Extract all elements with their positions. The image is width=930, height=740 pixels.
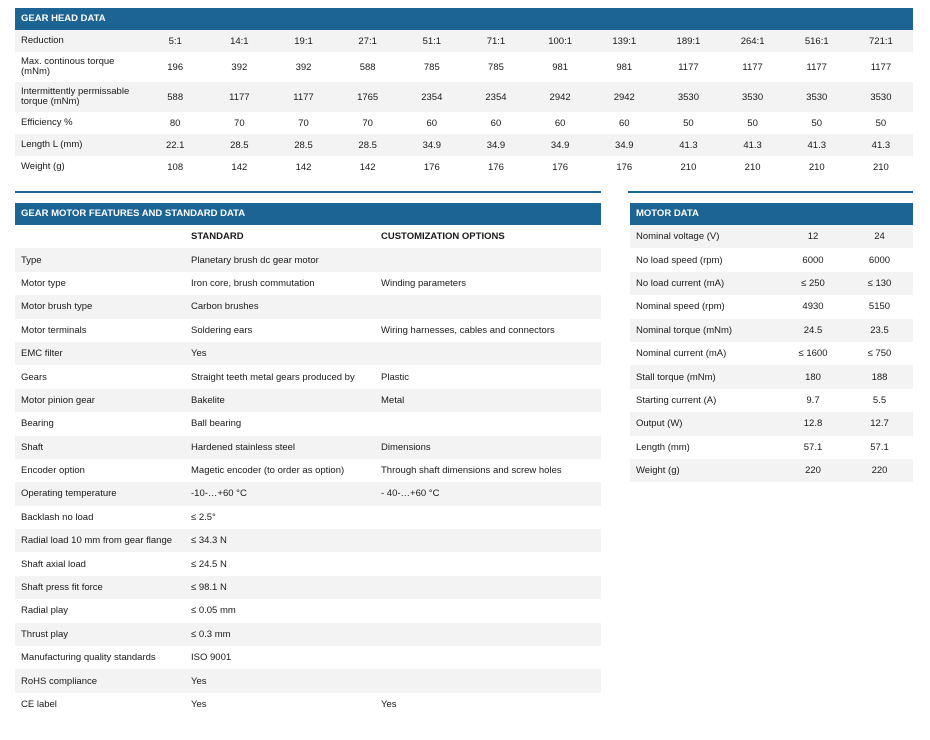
features-row-label: Motor brush type bbox=[15, 295, 185, 318]
gear-head-cell: 60 bbox=[400, 112, 464, 134]
features-custom-cell bbox=[375, 506, 601, 529]
features-standard-cell: Carbon brushes bbox=[185, 295, 375, 318]
gear-head-cell: 50 bbox=[656, 112, 720, 134]
gear-head-row bbox=[15, 112, 913, 134]
features-row-label: Motor terminals bbox=[15, 319, 185, 342]
features-header-row bbox=[15, 225, 601, 248]
motor-cell-12v: ≤ 250 bbox=[780, 272, 846, 295]
motor-cell-24v: ≤ 750 bbox=[846, 342, 913, 365]
features-table bbox=[15, 225, 601, 716]
features-row bbox=[15, 389, 601, 412]
features-custom-cell bbox=[375, 669, 601, 692]
motor-cell-24v: 57.1 bbox=[846, 436, 913, 459]
motor-row bbox=[630, 225, 913, 248]
gear-head-cell: 71:1 bbox=[464, 30, 528, 52]
features-row-label: CE label bbox=[15, 693, 185, 716]
features-row bbox=[15, 529, 601, 552]
features-row bbox=[15, 459, 601, 482]
features-standard-cell: ≤ 0.3 mm bbox=[185, 623, 375, 646]
motor-cell-12v: 6000 bbox=[780, 248, 846, 271]
motor-title: MOTOR DATA bbox=[630, 203, 913, 225]
gear-head-cell: 70 bbox=[336, 112, 400, 134]
motor-cell-12v: 4930 bbox=[780, 295, 846, 318]
gear-head-cell: 210 bbox=[656, 156, 720, 178]
features-custom-cell bbox=[375, 646, 601, 669]
features-custom-cell bbox=[375, 342, 601, 365]
features-custom-cell: Dimensions bbox=[375, 436, 601, 459]
features-row-label: Manufacturing quality standards bbox=[15, 646, 185, 669]
motor-row bbox=[630, 459, 913, 482]
motor-row-label: Output (W) bbox=[630, 412, 780, 435]
gear-head-row-label: Length L (mm) bbox=[15, 134, 143, 156]
motor-row bbox=[630, 248, 913, 271]
motor-section bbox=[630, 203, 913, 482]
motor-cell-12v: 24.5 bbox=[780, 319, 846, 342]
gear-head-cell: 50 bbox=[849, 112, 913, 134]
gear-head-cell: 1765 bbox=[336, 82, 400, 112]
features-standard-cell: Hardened stainless steel bbox=[185, 436, 375, 459]
features-row-label: Bearing bbox=[15, 412, 185, 435]
gear-head-cell: 1177 bbox=[656, 52, 720, 82]
motor-row-label: Nominal torque (mNm) bbox=[630, 319, 780, 342]
features-row-label: Backlash no load bbox=[15, 506, 185, 529]
features-custom-cell bbox=[375, 599, 601, 622]
features-row bbox=[15, 693, 601, 716]
features-custom-cell bbox=[375, 623, 601, 646]
motor-cell-24v: 24 bbox=[846, 225, 913, 248]
gear-head-cell: 1177 bbox=[207, 82, 271, 112]
gear-head-row-label: Efficiency % bbox=[15, 112, 143, 134]
gear-head-cell: 721:1 bbox=[849, 30, 913, 52]
features-standard-cell: ≤ 2.5° bbox=[185, 506, 375, 529]
features-custom-cell: Yes bbox=[375, 693, 601, 716]
motor-row-label: Stall torque (mNm) bbox=[630, 365, 780, 388]
gear-head-row-label: Intermittently permissable torque (mNm) bbox=[15, 82, 143, 112]
gear-head-row-label: Reduction bbox=[15, 30, 143, 52]
gear-head-cell: 50 bbox=[785, 112, 849, 134]
gear-head-cell: 1177 bbox=[849, 52, 913, 82]
gear-head-cell: 139:1 bbox=[592, 30, 656, 52]
gear-head-cell: 70 bbox=[271, 112, 335, 134]
motor-row bbox=[630, 365, 913, 388]
features-standard-cell: ≤ 98.1 N bbox=[185, 576, 375, 599]
features-custom-cell bbox=[375, 576, 601, 599]
motor-row bbox=[630, 319, 913, 342]
features-standard-cell: Planetary brush dc gear motor bbox=[185, 248, 375, 271]
motor-row-label: Weight (g) bbox=[630, 459, 780, 482]
motor-cell-12v: 180 bbox=[780, 365, 846, 388]
gear-head-cell: 19:1 bbox=[271, 30, 335, 52]
gear-head-cell: 189:1 bbox=[656, 30, 720, 52]
gear-head-row bbox=[15, 52, 913, 82]
gear-head-cell: 80 bbox=[143, 112, 207, 134]
gear-head-cell: 392 bbox=[271, 52, 335, 82]
gear-head-cell: 28.5 bbox=[271, 134, 335, 156]
motor-table bbox=[630, 225, 913, 482]
features-standard-cell: Yes bbox=[185, 669, 375, 692]
features-row-label: Shaft press fit force bbox=[15, 576, 185, 599]
gear-head-cell: 50 bbox=[721, 112, 785, 134]
features-row bbox=[15, 482, 601, 505]
gear-head-cell: 34.9 bbox=[528, 134, 592, 156]
gear-head-cell: 210 bbox=[721, 156, 785, 178]
features-row-label: Operating temperature bbox=[15, 482, 185, 505]
gear-head-cell: 100:1 bbox=[528, 30, 592, 52]
gear-head-cell: 516:1 bbox=[785, 30, 849, 52]
gear-head-title: GEAR HEAD DATA bbox=[15, 8, 913, 30]
motor-cell-24v: 12.7 bbox=[846, 412, 913, 435]
gear-head-cell: 1177 bbox=[271, 82, 335, 112]
gear-head-table bbox=[15, 30, 913, 178]
features-row-label: Radial load 10 mm from gear flange bbox=[15, 529, 185, 552]
gear-head-cell: 51:1 bbox=[400, 30, 464, 52]
motor-cell-12v: 12.8 bbox=[780, 412, 846, 435]
motor-cell-24v: 188 bbox=[846, 365, 913, 388]
gear-head-cell: 60 bbox=[592, 112, 656, 134]
gear-head-row bbox=[15, 30, 913, 52]
gear-head-cell: 3530 bbox=[849, 82, 913, 112]
gear-head-cell: 3530 bbox=[721, 82, 785, 112]
features-custom-cell: Through shaft dimensions and screw holes bbox=[375, 459, 601, 482]
gear-head-cell: 588 bbox=[336, 52, 400, 82]
features-custom-cell bbox=[375, 529, 601, 552]
gear-head-cell: 41.3 bbox=[785, 134, 849, 156]
gear-head-section bbox=[15, 8, 913, 178]
motor-row bbox=[630, 412, 913, 435]
motor-row-label: Nominal voltage (V) bbox=[630, 225, 780, 248]
features-row-label: Radial play bbox=[15, 599, 185, 622]
motor-row-label: No load current (mA) bbox=[630, 272, 780, 295]
motor-cell-24v: 23.5 bbox=[846, 319, 913, 342]
features-standard-cell: Bakelite bbox=[185, 389, 375, 412]
gear-head-cell: 27:1 bbox=[336, 30, 400, 52]
gear-head-cell: 981 bbox=[592, 52, 656, 82]
features-row bbox=[15, 506, 601, 529]
features-custom-cell bbox=[375, 295, 601, 318]
motor-cell-12v: 9.7 bbox=[780, 389, 846, 412]
features-standard-cell: ≤ 24.5 N bbox=[185, 552, 375, 575]
features-custom-cell: Wiring harnesses, cables and connectors bbox=[375, 319, 601, 342]
gear-head-cell: 34.9 bbox=[592, 134, 656, 156]
motor-row-label: No load speed (rpm) bbox=[630, 248, 780, 271]
features-standard-cell: Yes bbox=[185, 693, 375, 716]
features-row bbox=[15, 646, 601, 669]
features-header-custom: CUSTOMIZATION OPTIONS bbox=[375, 225, 601, 248]
features-row bbox=[15, 669, 601, 692]
gear-head-cell: 176 bbox=[464, 156, 528, 178]
features-row bbox=[15, 576, 601, 599]
motor-row-label: Nominal speed (rpm) bbox=[630, 295, 780, 318]
features-standard-cell: Soldering ears bbox=[185, 319, 375, 342]
motor-row-label: Nominal current (mA) bbox=[630, 342, 780, 365]
gear-head-cell: 3530 bbox=[785, 82, 849, 112]
motor-row-label: Length (mm) bbox=[630, 436, 780, 459]
gear-head-cell: 5:1 bbox=[143, 30, 207, 52]
features-row bbox=[15, 319, 601, 342]
gear-head-cell: 196 bbox=[143, 52, 207, 82]
features-standard-cell: ISO 9001 bbox=[185, 646, 375, 669]
gear-head-cell: 210 bbox=[849, 156, 913, 178]
gear-head-cell: 2354 bbox=[400, 82, 464, 112]
gear-head-cell: 34.9 bbox=[400, 134, 464, 156]
features-row bbox=[15, 272, 601, 295]
features-row-label: Motor pinion gear bbox=[15, 389, 185, 412]
gear-head-row-label: Max. continous torque (mNm) bbox=[15, 52, 143, 82]
gear-head-cell: 41.3 bbox=[849, 134, 913, 156]
gear-head-cell: 785 bbox=[464, 52, 528, 82]
gear-head-cell: 70 bbox=[207, 112, 271, 134]
features-row-label: Thrust play bbox=[15, 623, 185, 646]
features-row-label: Shaft axial load bbox=[15, 552, 185, 575]
features-section bbox=[15, 203, 601, 716]
features-custom-cell bbox=[375, 248, 601, 271]
gear-head-cell: 142 bbox=[336, 156, 400, 178]
features-row bbox=[15, 599, 601, 622]
motor-row bbox=[630, 295, 913, 318]
gear-head-cell: 2354 bbox=[464, 82, 528, 112]
motor-cell-24v: 6000 bbox=[846, 248, 913, 271]
features-standard-cell: -10-…+60 °C bbox=[185, 482, 375, 505]
gear-head-cell: 142 bbox=[271, 156, 335, 178]
motor-cell-12v: 220 bbox=[780, 459, 846, 482]
gear-head-divider bbox=[15, 191, 913, 193]
gear-head-cell: 1177 bbox=[721, 52, 785, 82]
features-row-label: RoHS compliance bbox=[15, 669, 185, 692]
gear-head-cell: 588 bbox=[143, 82, 207, 112]
gear-head-row-label: Weight (g) bbox=[15, 156, 143, 178]
features-row bbox=[15, 365, 601, 388]
features-standard-cell: ≤ 0.05 mm bbox=[185, 599, 375, 622]
features-standard-cell: Iron core, brush commutation bbox=[185, 272, 375, 295]
gear-head-cell: 785 bbox=[400, 52, 464, 82]
motor-cell-24v: 5150 bbox=[846, 295, 913, 318]
gear-head-cell: 2942 bbox=[592, 82, 656, 112]
gear-head-cell: 142 bbox=[207, 156, 271, 178]
features-row bbox=[15, 623, 601, 646]
motor-cell-12v: ≤ 1600 bbox=[780, 342, 846, 365]
gear-head-cell: 2942 bbox=[528, 82, 592, 112]
features-row-label: Motor type bbox=[15, 272, 185, 295]
gear-head-cell: 41.3 bbox=[721, 134, 785, 156]
motor-cell-24v: 220 bbox=[846, 459, 913, 482]
motor-row bbox=[630, 342, 913, 365]
features-row bbox=[15, 248, 601, 271]
gear-head-cell: 176 bbox=[528, 156, 592, 178]
features-standard-cell: ≤ 34.3 N bbox=[185, 529, 375, 552]
features-header-blank bbox=[15, 225, 185, 248]
features-row-label: EMC filter bbox=[15, 342, 185, 365]
features-row bbox=[15, 412, 601, 435]
motor-row-label: Starting current (A) bbox=[630, 389, 780, 412]
motor-row bbox=[630, 436, 913, 459]
gear-head-row bbox=[15, 134, 913, 156]
features-row bbox=[15, 295, 601, 318]
motor-cell-12v: 12 bbox=[780, 225, 846, 248]
gear-head-cell: 22.1 bbox=[143, 134, 207, 156]
gear-head-cell: 1177 bbox=[785, 52, 849, 82]
features-standard-cell: Yes bbox=[185, 342, 375, 365]
features-custom-cell: Plastic bbox=[375, 365, 601, 388]
motor-cell-24v: 5.5 bbox=[846, 389, 913, 412]
gear-head-cell: 108 bbox=[143, 156, 207, 178]
gear-head-cell: 60 bbox=[528, 112, 592, 134]
features-custom-cell: - 40-…+60 °C bbox=[375, 482, 601, 505]
features-row-label: Type bbox=[15, 248, 185, 271]
features-custom-cell bbox=[375, 552, 601, 575]
features-row bbox=[15, 342, 601, 365]
gear-head-cell: 981 bbox=[528, 52, 592, 82]
gear-head-cell: 34.9 bbox=[464, 134, 528, 156]
features-standard-cell: Magetic encoder (to order as option) bbox=[185, 459, 375, 482]
gear-head-cell: 3530 bbox=[656, 82, 720, 112]
features-title: GEAR MOTOR FEATURES AND STANDARD DATA bbox=[15, 203, 601, 225]
gear-head-row bbox=[15, 156, 913, 178]
features-standard-cell: Straight teeth metal gears produced by bbox=[185, 365, 375, 388]
features-custom-cell: Winding parameters bbox=[375, 272, 601, 295]
features-row bbox=[15, 552, 601, 575]
features-row bbox=[15, 436, 601, 459]
gear-head-cell: 210 bbox=[785, 156, 849, 178]
features-header-standard: STANDARD bbox=[185, 225, 375, 248]
gear-head-cell: 60 bbox=[464, 112, 528, 134]
gear-head-cell: 14:1 bbox=[207, 30, 271, 52]
motor-row bbox=[630, 272, 913, 295]
motor-row bbox=[630, 389, 913, 412]
gear-head-cell: 28.5 bbox=[207, 134, 271, 156]
gear-head-cell: 28.5 bbox=[336, 134, 400, 156]
gear-head-cell: 176 bbox=[592, 156, 656, 178]
features-standard-cell: Ball bearing bbox=[185, 412, 375, 435]
gear-head-cell: 41.3 bbox=[656, 134, 720, 156]
features-custom-cell bbox=[375, 412, 601, 435]
motor-cell-24v: ≤ 130 bbox=[846, 272, 913, 295]
gear-head-cell: 176 bbox=[400, 156, 464, 178]
features-custom-cell: Metal bbox=[375, 389, 601, 412]
features-row-label: Gears bbox=[15, 365, 185, 388]
motor-cell-12v: 57.1 bbox=[780, 436, 846, 459]
gear-head-cell: 392 bbox=[207, 52, 271, 82]
features-row-label: Encoder option bbox=[15, 459, 185, 482]
gear-head-row bbox=[15, 82, 913, 112]
gear-head-cell: 264:1 bbox=[721, 30, 785, 52]
features-row-label: Shaft bbox=[15, 436, 185, 459]
